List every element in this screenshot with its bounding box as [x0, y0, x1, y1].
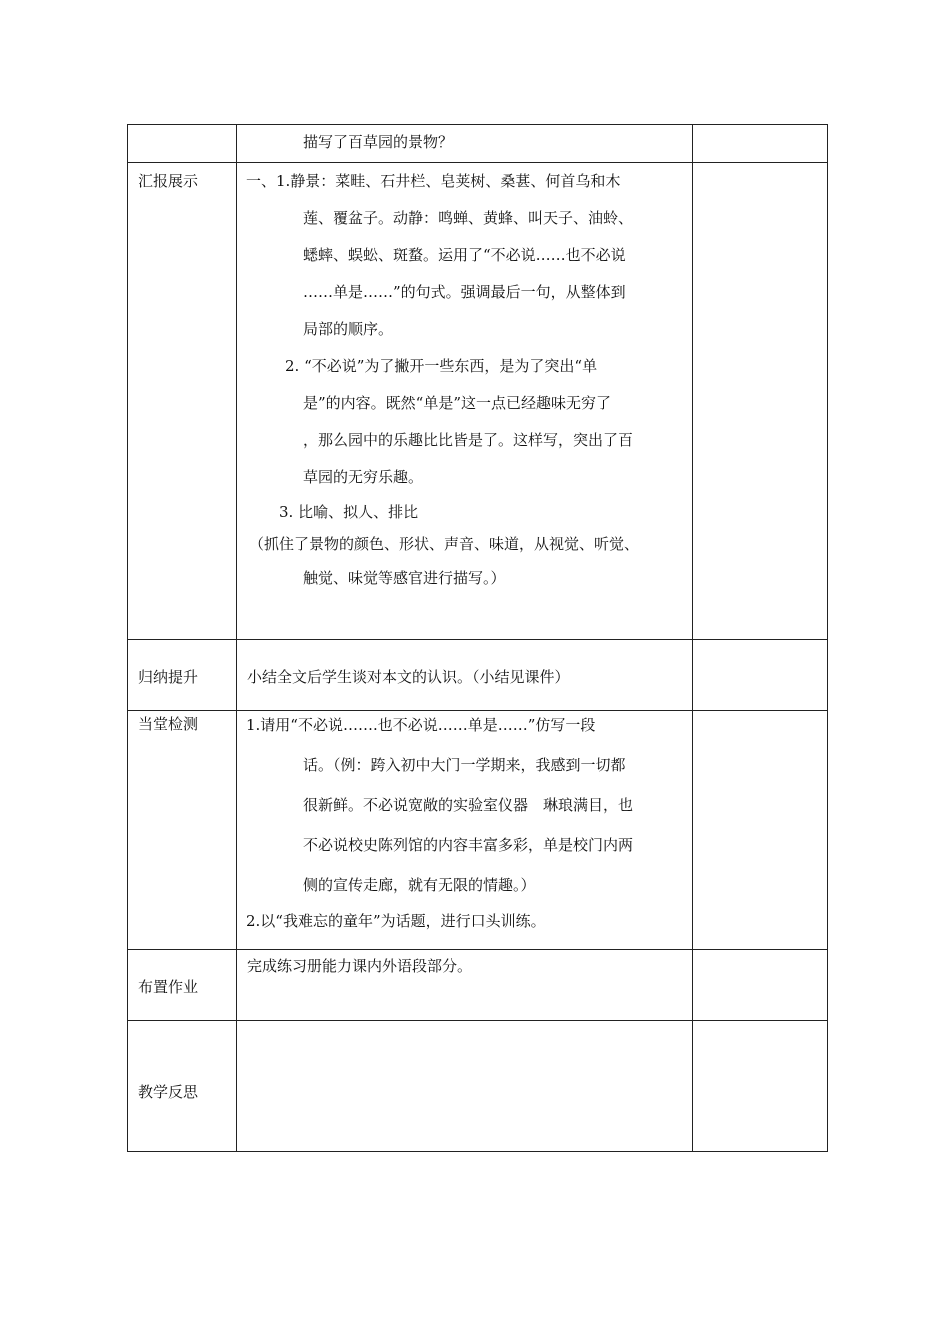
report-line: 一、1.静景：菜畦、石井栏、皂荚树、桑葚、何首乌和木 — [246, 172, 621, 190]
notes-cell — [693, 163, 828, 640]
label-cell — [128, 640, 237, 711]
report-line: 3. 比喻、拟人、排比 — [279, 503, 419, 521]
content-cell — [237, 125, 693, 163]
reflection-label: 教学反思 — [138, 1083, 199, 1101]
notes-cell — [693, 640, 828, 711]
intro-text: 描写了百草园的景物？ — [303, 133, 454, 151]
homework-label: 布置作业 — [138, 978, 199, 996]
check-line: 2.以“我难忘的童年”为话题，进行口头训练。 — [246, 912, 546, 930]
summary-label: 归纳提升 — [138, 668, 199, 686]
report-label: 汇报展示 — [138, 172, 199, 190]
check-line: 不必说校史陈列馆的内容丰富多彩，单是校门内两 — [303, 836, 634, 854]
content-cell — [237, 1021, 693, 1152]
label-cell-empty — [128, 125, 237, 163]
check-line: 1.请用“不必说…….也不必说……单是……”仿写一段 — [246, 716, 596, 734]
summary-text: 小结全文后学生谈对本文的认识。（小结见课件） — [247, 668, 570, 686]
content-cell — [237, 163, 693, 640]
notes-cell — [693, 1021, 828, 1152]
report-line: ，那么园中的乐趣比比皆是了。这样写，突出了百 — [303, 431, 634, 449]
check-line: 很新鲜。不必说宽敞的实验室仪器 琳琅满目，也 — [303, 796, 634, 814]
notes-cell — [693, 711, 828, 950]
report-line: （抓住了景物的颜色、形状、声音、味道，从视觉、听觉、 — [249, 535, 640, 553]
check-line: 侧的宣传走廊，就有无限的情趣。） — [303, 876, 536, 894]
homework-text: 完成练习册能力课内外语段部分。 — [247, 957, 473, 975]
notes-cell — [693, 125, 828, 163]
content-cell — [237, 711, 693, 950]
table-row — [128, 640, 828, 711]
label-cell — [128, 1021, 237, 1152]
report-line: 草园的无穷乐趣。 — [303, 468, 424, 486]
table-row — [128, 711, 828, 950]
content-cell — [237, 640, 693, 711]
table-row — [128, 125, 828, 163]
table-row — [128, 1021, 828, 1152]
label-cell — [128, 163, 237, 640]
report-line: 莲、覆盆子。动静：鸣蝉、黄蜂、叫天子、油蛉、 — [303, 209, 634, 227]
report-line: 2. “不必说”为了撇开一些东西，是为了突出“单 — [285, 357, 598, 375]
check-line: 话。（例：跨入初中大门一学期来，我感到一切都 — [303, 756, 626, 774]
report-line: ……单是……”的句式。强调最后一句，从整体到 — [303, 283, 626, 301]
report-line: 蟋蟀、蜈蚣、斑蝥。运用了“不必说……也不必说 — [303, 246, 626, 264]
label-cell — [128, 711, 237, 950]
report-line: 触觉、味觉等感官进行描写。） — [303, 569, 506, 587]
check-label: 当堂检测 — [138, 715, 199, 733]
lesson-plan-table — [127, 124, 828, 1152]
notes-cell — [693, 950, 828, 1021]
content-cell — [237, 950, 693, 1021]
label-cell — [128, 950, 237, 1021]
report-line: 是”的内容。既然“单是”这一点已经趣味无穷了 — [303, 394, 612, 412]
table-row — [128, 163, 828, 640]
report-line: 局部的顺序。 — [303, 320, 394, 338]
table-row — [128, 950, 828, 1021]
